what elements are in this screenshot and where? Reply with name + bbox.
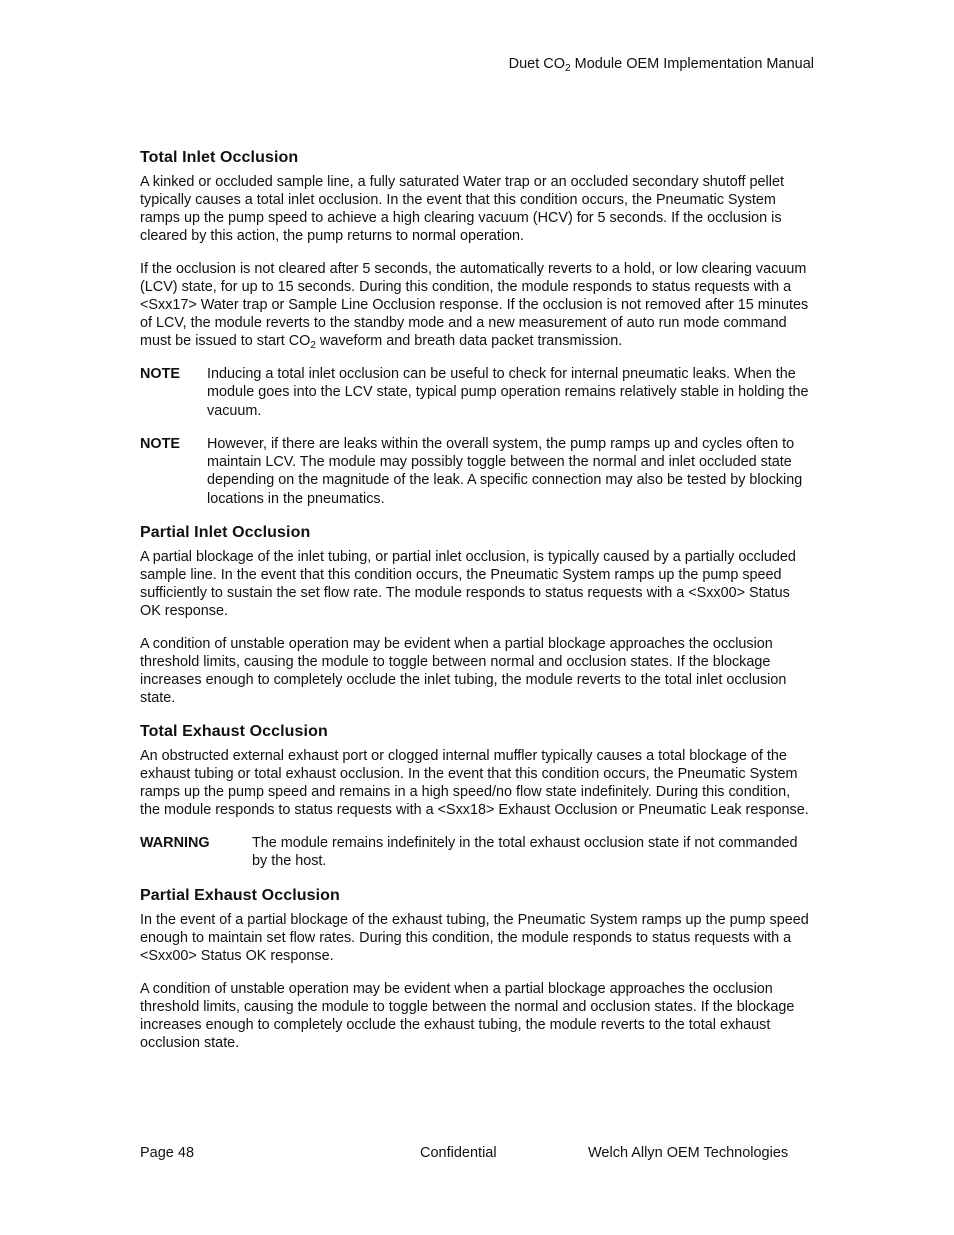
subscript: 2 (310, 340, 316, 351)
note-text: However, if there are leaks within the overall system, the pump ramps up and cycles often to maintain LCV. The module may possibly toggle between the normal and inlet occluded state depending on the magnitude of the leak. A specific connection may also be tested by blocking locations in the pneumatics. (207, 435, 803, 507)
paragraph-text: If the occlusion is not cleared after 5 seconds, the automatically reverts to a hold, or low clearing vacuum (LCV) state, for up to 15 seconds. During this condition, the module responds to status requests with a <Sxx17> Water trap or Sample Line Occlusion response. If the occlusion is not removed after 15 minutes of LCV, the module reverts to the standby mode and a new measurement of auto run mode command must be issued to start CO (140, 261, 809, 349)
section-heading: Total Inlet Occlusion (140, 149, 299, 166)
paragraph: An obstructed external exhaust port or clogged internal muffler typically causes a total blockage of the exhaust tubing or total exhaust occlusion. In the event that this condition occurs, the Pneumatic System ramps up the pump speed and remains in a high speed/no flow state indefinitely. During this condition, the module responds to status requests with a <Sxx18> Exhaust Occlusion or Pneumatic Leak response. (140, 748, 809, 819)
paragraph: In the event of a partial blockage of the exhaust tubing, the Pneumatic System ramps up the pump speed enough to maintain set flow rates. During this condition, the module responds to status requests with a <Sxx00> Status OK response. (140, 911, 809, 964)
header-title-post: Module OEM Implementation Manual (570, 56, 814, 72)
section-heading: Partial Inlet Occlusion (140, 524, 311, 542)
header-title-subscript: 2 (565, 63, 571, 74)
note-text: Inducing a total inlet occlusion can be useful to check for internal pneumatic leaks. When the module goes into the LCV state, typical pump operation remains relatively stable in holding the vacuum. (207, 366, 809, 419)
warning-label: WARNING (140, 835, 210, 852)
section-partial-inlet-occlusion (140, 523, 812, 707)
note-block (140, 435, 812, 508)
section-partial-exhaust-occlusion (140, 886, 812, 1052)
note-label: NOTE (140, 366, 180, 382)
paragraph: A kinked or occluded sample line, a fully saturated Water trap or an occluded secondary shutoff pellet typically causes a total inlet occlusion. In the event that this condition occurs, the Pneumatic System ramps up the pump speed to achieve a high clearing vacuum (HCV) for 5 seconds. If the occlusion is cleared by this action, the pump returns to normal operation. (140, 174, 784, 244)
header-title-pre: Duet CO (508, 56, 566, 72)
note-block (140, 365, 812, 420)
paragraph-text: waveform and breath data packet transmission. (315, 333, 623, 349)
note-label: NOTE (140, 435, 180, 452)
footer-classification: Confidential (420, 1145, 497, 1161)
footer-page-number: Page 48 (140, 1145, 195, 1161)
section-heading: Partial Exhaust Occlusion (140, 886, 340, 904)
paragraph: A partial blockage of the inlet tubing, or partial inlet occlusion, is typically caused by a partially occluded sample line. In the event that this condition occurs, the Pneumatic System ramps up the pump speed sufficiently to sustain the set flow rate. The module responds to status requests with a <Sxx00> Status OK response. (140, 549, 796, 620)
paragraph: A condition of unstable operation may be evident when a partial blockage approaches the occlusion threshold limits, causing the module to toggle between the normal and occlusion states. If the blockage increases enough to completely occlude the exhaust tubing, the module reverts to the total exhaust occlusion state. (140, 980, 795, 1051)
section-heading: Total Exhaust Occlusion (140, 723, 328, 741)
section-total-inlet-occlusion (140, 148, 812, 508)
footer-company: Welch Allyn OEM Technologies (588, 1145, 789, 1161)
paragraph (140, 260, 812, 350)
warning-text: The module remains indefinitely in the total exhaust occlusion state if not commanded by the host. (252, 835, 798, 870)
warning-block (140, 834, 812, 871)
page-body (140, 148, 812, 1067)
section-total-exhaust-occlusion (140, 722, 812, 871)
paragraph: A condition of unstable operation may be evident when a partial blockage approaches the occlusion threshold limits, causing the module to toggle between normal and occlusion states. If the blockage increases enough to completely occlude the inlet tubing, the module reverts to the total inlet occlusion state. (140, 636, 787, 707)
running-header (509, 56, 814, 72)
